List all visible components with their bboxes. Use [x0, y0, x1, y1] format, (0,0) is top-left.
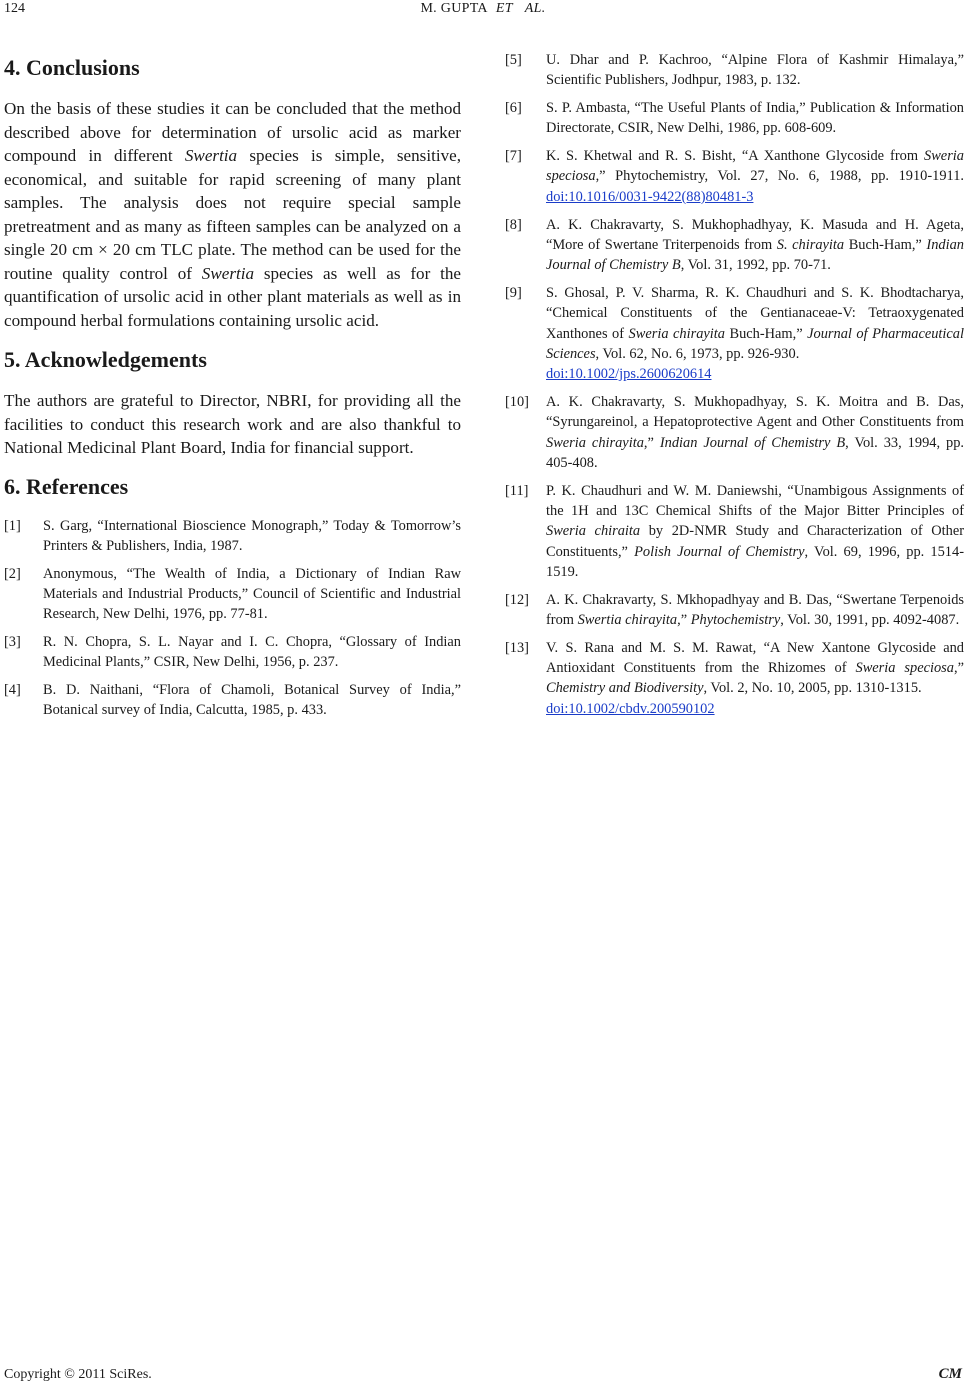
reference-11: [505, 481, 964, 582]
doi-link[interactable]: doi:10.1002/jps.2600620614: [546, 366, 712, 383]
running-head: [0, 1, 966, 17]
reference-text: Anonymous, “The Wealth of India, a Dictionary of Indian Raw Materials and Industrial Products,” Council of Scientific and Industrial Research, New Delhi, 1976, pp. 77-81.: [43, 565, 461, 623]
reference-segment: A. K. Chakravarty, S. Mkhopadhyay and B. Das, “Swertane Terpenoids from: [546, 591, 964, 628]
reference-segment: ,”: [677, 611, 691, 628]
reference-10: [505, 392, 964, 473]
reference-italic: ,: [752, 639, 757, 656]
reference-segment: , Vol. 33, 1994, pp. 405-408.: [546, 434, 964, 471]
reference-4: [4, 680, 461, 721]
reference-italic: Phytochemistry: [690, 611, 781, 628]
reference-7: [505, 146, 964, 207]
reference-italic: Sweria chirayita: [628, 325, 725, 342]
running-head-author: M. GUPTA: [420, 1, 488, 16]
reference-text: [546, 146, 964, 207]
doi-link[interactable]: doi:10.1016/0031-9422(88)80481-3: [546, 188, 754, 205]
reference-segment: V. S. Rana and M. S. M. Rawat: [546, 639, 753, 656]
conclusions-heading: 4. Conclusions: [4, 55, 140, 80]
reference-italic: Sweria speciosa: [546, 148, 964, 185]
reference-segment: ,”: [643, 434, 660, 451]
reference-segment: ,” Phytochemistry, Vol. 27, No. 6, 1988, pp. 1910-1911.: [595, 168, 964, 185]
running-head-et: ET: [495, 1, 513, 16]
reference-segment: , Vol. 30, 1991, pp. 4092-4087.: [780, 611, 960, 628]
reference-text: [546, 481, 964, 582]
acknowledgements-paragraph: The authors are grateful to Director, NBRI, for providing all the facilities to conduct this research work and are also thankful to National Medicinal Plant Board, India for financial support.: [4, 391, 461, 457]
reference-number: [8]: [505, 216, 522, 233]
reference-number: [2]: [4, 565, 21, 582]
reference-text: S. P. Ambasta, “The Useful Plants of India,” Publication & Information Directorate, CSIR, New Delhi, 1986, pp. 608-609.: [546, 100, 964, 137]
reference-12: [505, 590, 964, 631]
reference-text: [546, 638, 964, 719]
reference-segment: A. K. Chakravarty, S. Mukhopadhyay, S. K. Moitra and B. Das, “Syrungareinol, a Hepatoprotective Agent and Other Constituents from: [546, 393, 964, 431]
reference-italic: Journal of Pharmaceutical Sciences: [546, 325, 965, 362]
reference-segment: A. K. Chakravarty, S. Mukhophadhyay, K. Masuda and H. Ageta, “More of Swertane Triterpenoids from: [546, 216, 964, 253]
reference-segment: , Vol. 2, No. 10, 2005, pp. 1310-1315.: [703, 680, 922, 697]
conclusions-text-3: species as well as for the quantification of ursolic acid in other plant materials as well as in compound herbal formulations containing ursolic acid.: [4, 263, 461, 330]
reference-text: U. Dhar and P. Kachroo, “Alpine Flora of Kashmir Himalaya,” Scientific Publishers, Jodhpur, 1983, p. 132.: [546, 52, 964, 89]
reference-number: [12]: [505, 591, 529, 608]
reference-2: [4, 564, 461, 625]
reference-text: S. Garg, “International Bioscience Monograph,” Today & Tomorrow’s Printers & Publishers, India, 1987.: [43, 517, 461, 554]
reference-text: B. D. Naithani, “Flora of Chamoli, Botanical Survey of India,” Botanical survey of India, Calcutta, 1985, p. 433.: [43, 682, 461, 719]
reference-number: [11]: [505, 482, 529, 499]
conclusions-italic-2: Swertia: [201, 263, 255, 283]
reference-segment: by 2D-NMR Study and Characterization of Other Constituents,”: [546, 523, 965, 560]
reference-segment: S. Ghosal, P. V. Sharma, R. K. Chaudhuri and S. K. Bhodtacharya, “Chemical Constituents of the Gentianaceae-V: Tetraoxygenated Xanthones of: [546, 284, 964, 342]
reference-italic: S. chirayita: [776, 236, 845, 253]
reference-number: [7]: [505, 148, 522, 165]
reference-italic: Indian Journal of Chemistry B: [659, 434, 846, 451]
reference-segment: ,”: [953, 660, 964, 677]
reference-segment: , Vol. 62, No. 6, 1973, pp. 926-930.: [595, 345, 800, 362]
running-head-al: AL.: [524, 1, 546, 16]
reference-text: [546, 590, 964, 631]
reference-italic: Sweria chiraita: [546, 523, 641, 540]
reference-number: [1]: [4, 517, 21, 534]
reference-1: [4, 516, 461, 557]
reference-number: [3]: [4, 633, 21, 650]
reference-italic: Sweria chirayita: [546, 434, 644, 451]
reference-3: [4, 632, 461, 673]
acknowledgements-heading: 5. Acknowledgements: [4, 347, 207, 372]
reference-number: [10]: [505, 393, 529, 410]
reference-9: [505, 283, 964, 384]
page-number: 124: [4, 1, 25, 16]
conclusions-text-2: species is simple, sensitive, economical, and suitable for rapid screening of many plant samples. The analysis does not require special sample pretreatment and as many as fifteen samples can be analyzed on a single 20 cm × 20 cm TLC plate. The method can be used for the routine quality control of: [4, 146, 461, 283]
reference-6: [505, 98, 964, 139]
references-heading: 6. References: [4, 473, 129, 499]
reference-segment: K. S. Khetwal and R. S. Bisht, “A Xanthone Glycoside from: [546, 148, 925, 165]
reference-number: [5]: [505, 52, 522, 68]
reference-13: [505, 638, 964, 719]
reference-segment: P. K. Chaudhuri and W. M. Daniewshi, “Unambigous Assignments of the 1H and 13C Chemical Shifts of the Major Bitter Principles of: [546, 482, 964, 519]
reference-number: [9]: [505, 284, 522, 301]
reference-segment: Buch-Ham,”: [724, 325, 808, 342]
copyright-notice: Copyright © 2011 SciRes.: [4, 1367, 152, 1382]
reference-text: [546, 215, 964, 276]
reference-8: [505, 215, 964, 276]
left-column: [4, 50, 461, 728]
reference-italic: Chemistry and Biodiversity: [546, 680, 704, 697]
reference-segment: Buch-Ham,”: [844, 236, 927, 253]
reference-italic: Indian Journal of Chemistry B: [546, 236, 964, 274]
reference-segment: , Vol. 31, 1992, pp. 70-71.: [680, 257, 831, 274]
reference-text: [546, 392, 964, 473]
reference-text: [546, 283, 964, 384]
right-column: [505, 50, 964, 726]
reference-italic: Swertia chirayita: [577, 611, 678, 628]
reference-text: R. N. Chopra, S. L. Nayar and I. C. Chopra, “Glossary of Indian Medicinal Plants,” CSIR, New Delhi, 1956, p. 237.: [43, 633, 461, 671]
reference-number: [6]: [505, 100, 522, 117]
reference-italic: Sweria speciosa: [855, 660, 954, 677]
journal-abbreviation: CM: [938, 1366, 962, 1382]
conclusions-italic-1: Swertia: [184, 146, 238, 165]
doi-link[interactable]: doi:10.1002/cbdv.200590102: [546, 700, 715, 717]
reference-italic: Polish Journal of Chemistry: [634, 543, 805, 560]
reference-segment: “A New Xantone Glycoside and Antioxidant Constituents from the Rhizomes of: [546, 639, 964, 677]
conclusions-paragraph: [4, 97, 461, 332]
reference-number: [13]: [505, 639, 529, 656]
conclusions-text-1: On the basis of these studies it can be concluded that the method described above for determination of ursolic acid as marker compound in different: [4, 99, 461, 165]
reference-5: [505, 50, 964, 91]
reference-number: [4]: [4, 682, 21, 699]
reference-segment: , Vol. 69, 1996, pp. 1514-1519.: [546, 543, 964, 580]
